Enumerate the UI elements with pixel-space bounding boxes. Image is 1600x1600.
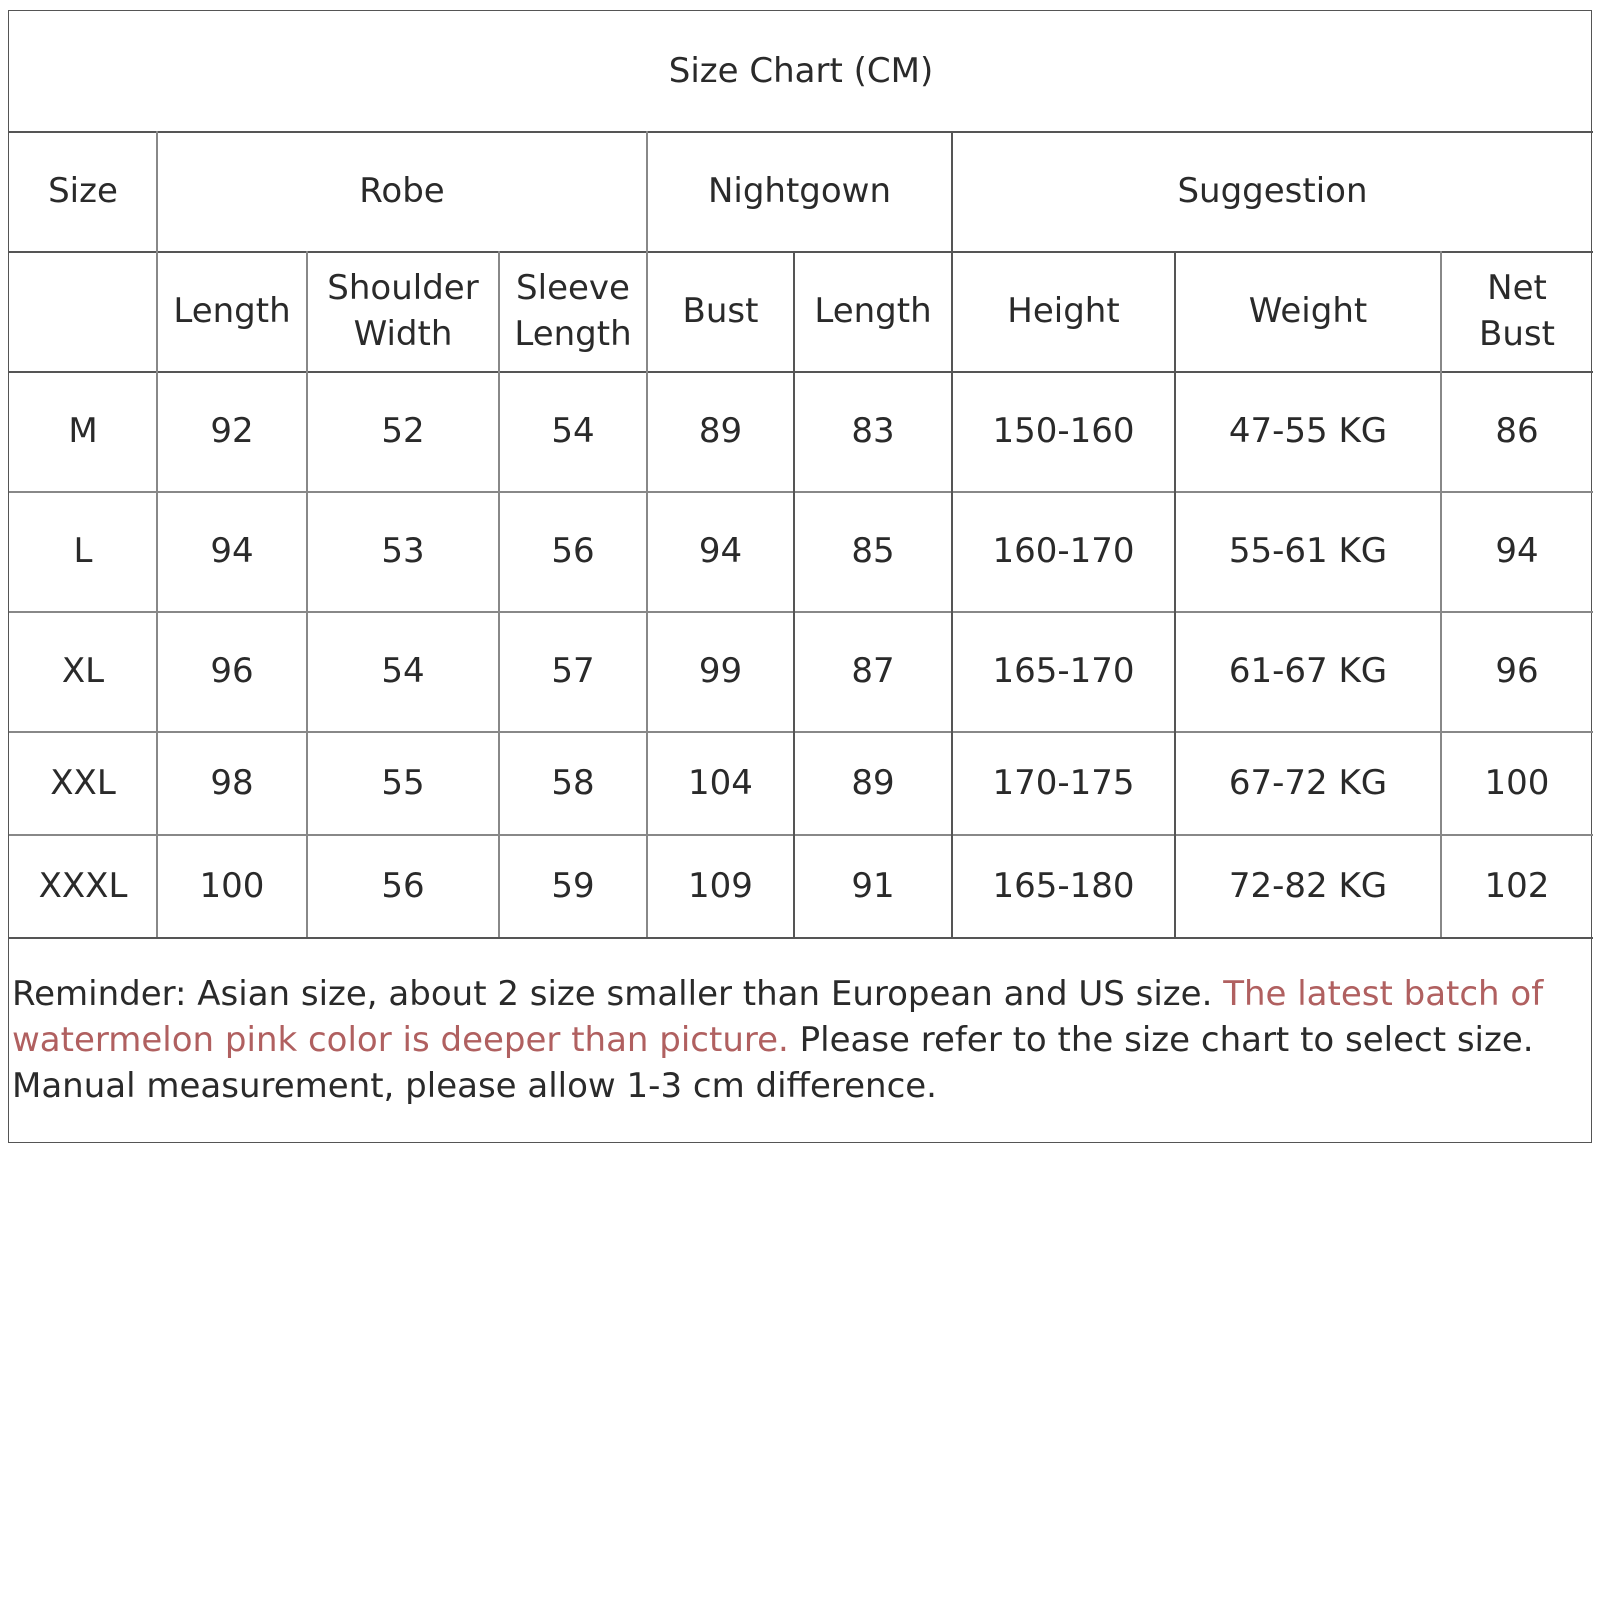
cell-bust: 99	[698, 651, 743, 691]
cell-nightgown-length: 87	[851, 651, 895, 691]
cell-shoulder-width: 53	[381, 531, 425, 571]
rule-groups	[9, 251, 1593, 253]
col-sleeve-length-line1: Sleeve	[516, 268, 630, 308]
cell-weight: 72-82 KG	[1228, 865, 1388, 906]
cell-nightgown-length: 83	[851, 411, 895, 451]
cell-nightgown-length: 89	[851, 762, 895, 803]
cell-sleeve-length: 54	[551, 411, 595, 451]
rule-row4	[9, 834, 1593, 836]
cell-net-bust: 94	[1495, 531, 1539, 571]
rule-col-7	[1174, 251, 1176, 937]
rule-col-4	[646, 131, 648, 937]
cell-nightgown-length: 91	[851, 865, 895, 906]
reminder-highlight: The latest batch of watermelon pink color is deeper than picture.	[12, 974, 1544, 1060]
cell-sleeve-length: 56	[551, 531, 595, 571]
header-nightgown: Nightgown	[707, 171, 892, 211]
cell-bust: 109	[688, 865, 753, 906]
reminder-note	[12, 971, 1572, 1109]
cell-robe-length: 100	[199, 865, 265, 906]
cell-sleeve-length: 58	[551, 762, 595, 803]
rule-row3	[9, 731, 1593, 733]
col-weight: Weight	[1248, 291, 1368, 331]
cell-height: 160-170	[992, 531, 1135, 571]
col-shoulder-width-line1: Shoulder	[327, 268, 479, 308]
cell-net-bust: 96	[1495, 651, 1539, 691]
rule-col-6	[951, 131, 953, 937]
cell-bust: 89	[698, 411, 743, 451]
cell-height: 170-175	[992, 762, 1135, 803]
col-robe-length: Length	[173, 291, 291, 331]
header-size: Size	[48, 171, 118, 211]
cell-sleeve-length: 57	[551, 651, 595, 691]
col-sleeve-length-line2: Length	[514, 314, 632, 354]
col-shoulder-width-line2: Width	[353, 314, 453, 354]
col-nightgown-length: Length	[814, 291, 932, 331]
col-shoulder-width	[307, 251, 499, 371]
col-bust: Bust	[682, 291, 759, 331]
rule-row1	[9, 491, 1593, 493]
cell-size: L	[73, 531, 93, 571]
cell-height: 165-170	[992, 651, 1135, 691]
rule-table-end	[9, 937, 1593, 939]
cell-height: 150-160	[992, 411, 1135, 451]
cell-bust: 104	[688, 762, 753, 803]
rule-row2	[9, 611, 1593, 613]
cell-net-bust: 100	[1484, 762, 1550, 803]
cell-sleeve-length: 59	[551, 865, 595, 906]
rule-col-2	[306, 251, 308, 937]
col-net-bust	[1441, 251, 1593, 371]
cell-shoulder-width: 54	[381, 651, 425, 691]
header-robe: Robe	[359, 171, 445, 211]
col-net-bust-line1: Net	[1487, 268, 1547, 308]
rule-title	[9, 131, 1593, 133]
cell-shoulder-width: 55	[381, 762, 425, 803]
cell-bust: 94	[698, 531, 743, 571]
cell-weight: 55-61 KG	[1228, 531, 1388, 571]
cell-weight: 61-67 KG	[1228, 651, 1388, 691]
cell-size: XL	[61, 651, 105, 691]
reminder-text-end: Please refer to the size chart to select size. Manual measurement, please allow 1-3 cm difference.	[12, 1020, 1534, 1106]
cell-size: M	[68, 411, 98, 451]
col-height: Height	[1007, 291, 1120, 331]
rule-col-8	[1440, 251, 1442, 937]
cell-weight: 47-55 KG	[1228, 411, 1388, 451]
cell-net-bust: 86	[1495, 411, 1539, 451]
cell-size: XXL	[50, 762, 116, 803]
cell-robe-length: 94	[210, 531, 254, 571]
header-suggestion: Suggestion	[1177, 171, 1368, 211]
cell-size: XXXL	[38, 865, 128, 906]
reminder-text: Reminder: Asian size, about 2 size smaller than European and US size.	[12, 974, 1224, 1014]
cell-net-bust: 102	[1484, 865, 1550, 906]
cell-robe-length: 98	[210, 762, 254, 803]
cell-shoulder-width: 52	[381, 411, 425, 451]
col-net-bust-line2: Bust	[1479, 314, 1555, 354]
cell-nightgown-length: 85	[851, 531, 895, 571]
col-sleeve-length	[499, 251, 647, 371]
cell-robe-length: 92	[210, 411, 254, 451]
cell-robe-length: 96	[210, 651, 254, 691]
cell-shoulder-width: 56	[381, 865, 425, 906]
chart-title: Size Chart (CM)	[668, 51, 934, 91]
rule-col-1	[156, 131, 158, 937]
rule-col-5	[793, 251, 795, 937]
rule-col-3	[498, 251, 500, 937]
rule-subheaders	[9, 371, 1593, 373]
cell-height: 165-180	[992, 865, 1135, 906]
cell-weight: 67-72 KG	[1228, 762, 1388, 803]
size-chart-table	[8, 10, 1592, 1143]
